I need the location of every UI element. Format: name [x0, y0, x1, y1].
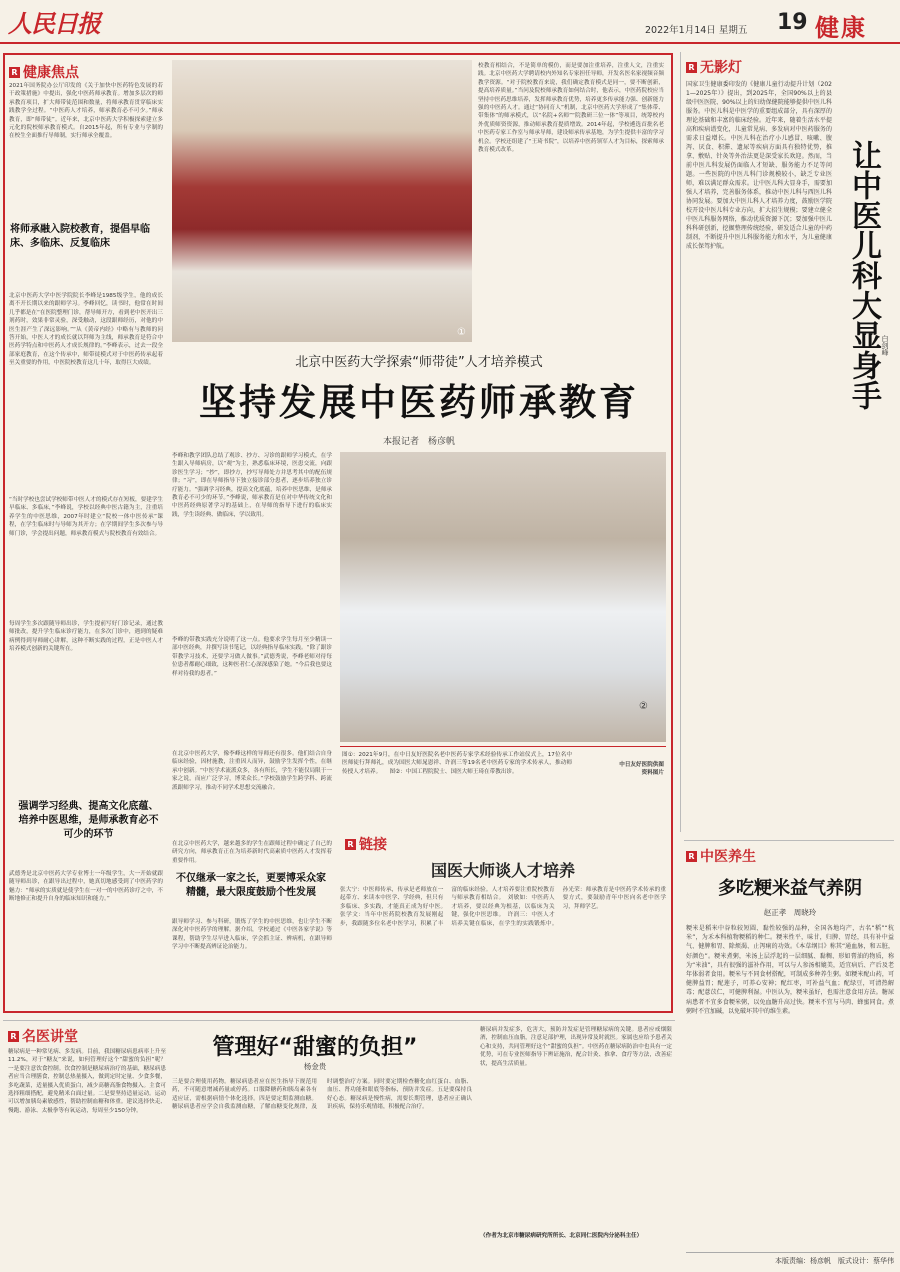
issue-date: 2022年1月14日 星期五 — [645, 25, 748, 36]
focus-mid-col-1: 李峰和教学团队总结了观诊、抄方、习诊的跟师学习模式，在学生跟入导师病房，以“观”为主，熟悉临床环境，医患交流，向跟诊医生学习；“抄”，即抄方，抄写导师处方并思考其中的配伍规律；“习”，即在导师指导下独立接诊部分患者，逐步培养独立诊疗能力。“强调学习经典，提高文化底蕴，培养中医思维，是师承教育必不可少的环节。”李峰说，师承教育是在对中华传统文化和中医药经典原著学习的基础上，在导师的指导下进行的临床实践，学生读经典、做临床，学以致用。 — [172, 453, 332, 518]
section-marker-icon: R — [9, 67, 20, 78]
focus-subhead-1: 将师承融入院校教育，提倡早临床、多临床、反复临床 — [10, 224, 150, 249]
movie-title: 让中医儿科大显身手 — [846, 140, 881, 410]
lecture-body-2: 三是要合理使用药物。糖尿病患者应在医生指导下规范用药，不可随意增减药量或停药。口服降糖药和胰岛素各有适应证，需根据病情个体化选择。四是要定期监测血糖。糖尿病患者应学会自我监测血糖，了解血糖变化规律，及时调整治疗方案。同时要定期检查糖化血红蛋白、血脂、血压、肾功能和眼底等指标，预防并发症。五是要保持良好心态。糖尿病是慢性病，需要长期管理，患者应正确认识疾病，保持乐观情绪，积极配合治疗。 — [172, 1079, 472, 1111]
photo-clinic — [340, 452, 666, 742]
focus-body-a: 2021年国务院办公厅印发的《关于加快中医药特色发展的若干政策措施》中提出，强化中医药师承教育。增加多层次的师承教育项目，扩大师带徒范围和数量，将师承教育贯穿临床实践教学全过程。“中医药人才培养，师承教育必不可少。”师承教育，即“师带徒”。近年来，北京中医药大学积极探索建立多元化的院校师承教育模式。自2015年起，所有专业与学制的在校生全面推行导师制，实行师承全覆盖。 — [9, 83, 163, 140]
focus-mid-col-2: 李峰的带教实践充分说明了这一点。他要求学生每月至少精读一部中医经典，并撰写读书笔记，以经典指导临床实践。“除了跟诊带教学习技术，还要学习做人做事。”武德秀说，李峰老师对待每位患者都耐心细致，这种医者仁心深深感染了她。“今后我也要这样对待我的患者。” — [172, 637, 332, 677]
focus-body-b: 北京中医药大学中医学院院长李峰是1985级学生，他的成长离不开长期以来的跟师学习。李峰回忆，读书时，他常在时间几乎都是在“在医院整理门诊，帮导师开方，看到老中医开出三剂药时，效果非常灵验，深受触动，这段跟师经历，对他的中医生涯产生了深远影响。”“从《黄帝内经》中略有与教师的问答开始，中医人才的成长就以拜师为主线，师承教育是符合中医药学特点和中医药人才成长规律的。”李峰表示，过去一段全部家庭教育，在这个传承中，师带徒模式对于中医药传承起着至关重要的作用，中医院校教育这几十年，取得巨大成绩。 — [9, 293, 163, 367]
masthead — [0, 0, 900, 44]
focus-subhead-2: 强调学习经典、提高文化底蕴、培养中医思维，是师承教育必不可少的环节 — [18, 801, 159, 840]
health-title: 多吃粳米益气养阴 — [718, 878, 862, 899]
focus-kicker: 北京中医药大学探索“师带徒”人才培养模式 — [295, 355, 543, 370]
focus-mid-col-3: 在北京中医药大学，像李峰这样的导师还有很多。他们结合自身临床经验，因材施教，注重因人而异，鼓励学生发挥个性，在继承中创新。“中医学术流派众多，各有所长，学生不能仅局限于一家之说，而应广泛学习，博采众长。”学校鼓励学生跨学科、跨流派跟师学习，推动不同学术思想交流融合。 — [172, 751, 332, 791]
health-body: 粳米是稻米中谷粒较短圆、黏性较强的品种，全国各地均产，古名“稻”“秔米”，为禾本科植物粳稻的种仁。粳米性平，味甘，归脾、胃经，具有补中益气、健脾和胃、除烦渴、止泻痢的功效。《本草纲目》称其“通血脉，和五脏，好颜色”。粳米煮粥，米汤上层浮起的一层细腻、黏稠、形如膏油的物质，称为“米油”，具有很强的滋补作用，可以与人参汤相媲美，适宜病后、产后及老年体弱者食用。粳米与不同食材搭配，可制成多种养生粥。如粳米配山药，可健脾益胃；配莲子，可养心安神；配红枣，可补益气血；配绿豆，可清热解毒；配薏苡仁，可健脾利湿。中医认为，粳米虽好，也需注意食用方法。糖尿病患者不宜多食粳米粥，以免血糖升高过快。粳米不宜与马肉、蜂蜜同食。煮粥时不宜加碱，以免破坏其中的维生素。 — [686, 925, 894, 1015]
focus-body-c: “当时学校也尝试学校师带中医人才的模式存在短板，要建学生早临床、多临床，”李峰说，学校以经典中医古籍为主，注重培养学生的中医思维，2007年时建立“院校一体中医传承”课程，在学生临床时与导师为其开方；在学期间学生多次参与导师门诊，学会提出问题，师承教育模式与院校教育有效结合。 — [9, 497, 163, 537]
movie-author: 白剑峰 — [881, 335, 889, 356]
focus-body-f: 跟导师学习、参与科研，锻炼了学生的中医思维，也让学生不断深化对中医药学的理解。据介绍，学校通过《中医各家学说》等课程，帮助学生尽早进入临床，学会抓主证、辨病机，在跟导师学习中不断提高辨证论治能力。 — [172, 919, 332, 951]
focus-subhead-3: 不仅继承一家之长，更要博采众家精髓，最大限度鼓励个性发展 — [176, 873, 326, 898]
focus-body-e: 武德秀是北京中医药大学专业博士一年级学生，大一开始就跟随导师出诊，在跟导出过程中，她真切地感受到了中医药学的魅力：“师承的实质就是使学生在一对一的中医药诊疗之中，不断地修正和提升自身的临床知识和能力。” — [9, 871, 163, 903]
focus-headline: 坚持发展中医药师承教育 — [199, 381, 639, 424]
link-marker-icon: R — [345, 839, 356, 850]
movie-body: 国家卫生健康委印发的《健康儿童行动提升计划（2021—2025年）》提出，到2025年，全国90%以上的县级中医医院、90%以上的妇幼保健院能够提供中医儿科服务。中医儿科是中医学的重要组成部分，具有深厚的理论基础和丰富的临床经验。近年来，随着生活水平提高和疾病谱变化，儿童常见病、多发病对中医药服务的需求日益增长。中医儿科在治疗小儿感冒、咳嗽、腹泻、厌食、积滞、遗尿等疾病方面具有独特优势，推拿、敷贴、针灸等外治法更是深受家长欢迎。然而，当前中医儿科发展仍面临人才短缺、服务能力不足等问题。一些医院的中医儿科门诊规模较小，缺乏专业医师，难以满足群众需求。让中医儿科大显身手，需要加强人才培养，完善服务体系，推动中医儿科与西医儿科协同发展。要加大中医儿科人才培养力度，鼓励医学院校开设中医儿科专业方向，扩大招生规模；要建立健全中医儿科服务网络，推动优质资源下沉；要加强中医儿科科研创新，挖掘整理传统经验，研发适合儿童的中药制剂，不断提升中医儿科服务能力和水平，为儿童健康成长保驾护航。 — [686, 81, 832, 250]
page-number: 19 — [777, 10, 808, 35]
link-dialog: 张大宁：中医师传承，传承是老师放在一起带方、来读本中医学、学经典，但只有多临床、多实践，才能真正成为好中医。 张学文：当年中医药院校教育发展刚起步，我跟随多位名老中医学习，积累了丰富的临床经验。人才培养要注重院校教育与师承教育相结合。 刘敏如：中医药人才培养，要以经典为根基，以临床为关键，强化中医思维。 许润三：中医人才培养关键在临床，在学生的实践锻炼中。 孙光荣：师承教育是中医药学术传承的重要方式，要鼓励青年中医向名老中医学习，拜师学艺。 — [340, 887, 666, 927]
lecture-label: R 名医讲堂 — [8, 1026, 78, 1046]
health-marker-icon: R — [686, 851, 697, 862]
health-byline: 赵正孝 周晓玲 — [763, 908, 817, 917]
photo-ceremony — [172, 60, 472, 342]
link-label: R 链接 — [345, 834, 387, 854]
lecture-byline: 杨金贵 — [303, 1062, 327, 1071]
newspaper-logo: 人民日报 — [8, 9, 100, 38]
health-label: R 中医养生 — [686, 846, 756, 866]
lecture-marker-icon: R — [8, 1031, 19, 1042]
focus-label: R 健康焦点 — [9, 62, 79, 82]
focus-byline: 本报记者 杨彦帆 — [382, 437, 455, 447]
caption-text: 图①：2021年9月，在中日友好医院名老中医药专家学术经验传承工作站仪式上，17位名中医师徒行拜师礼，成为国医大师晁恩祥、许润三等19名老中医药专家的学术传承人，推动师传授人才培养。 图②：中国工程院院士、国医大师王琦在带教出诊。 — [342, 752, 572, 775]
lecture-author-note: （作者为北京市糖尿病研究所所长、北京同仁医院内分泌科主任） — [480, 1233, 643, 1239]
focus-body-d: 每周学生多次跟随导师出诊，学生提前写好门诊记录，通过教师批改，提升学生临床诊疗能力，在多次门诊中，遇到的疑难病例得到导师耐心讲解，这种不断实践的过程，正是中医人才培养模式创新的关键所在。 — [9, 621, 163, 653]
movie-label: R 无影灯 — [686, 57, 742, 77]
focus-body-h: 在北京中医药大学，越来越多的学生在跟师过程中确定了自己的研究方向，师承教育正在为培养新时代高素质中医药人才发挥着重要作用。 — [172, 841, 332, 864]
photo-number-2: ② — [639, 701, 648, 712]
lecture-body-3: 糖尿病并发症多，危害大，预防并发症是管理糖尿病的关键。患者应戒烟限酒，控制血压血脂，注意足部护理，出现异常及时就医。家属也应给予患者关心和支持，共同管理好这个“甜蜜的负担”。中医药在糖尿病防治中也具有一定优势，可在专业医师指导下辨证施治，配合针灸、推拿、食疗等方法，改善症状，提高生活质量。 — [480, 1027, 672, 1067]
lecture-body-1: 糖尿病是一种常见病、多发病。目前，我国糖尿病患病率上升至11.2%，对于“糖友”来说，如何管理好这个“甜蜜的负担”呢？一是要注意饮食控制。饮食控制是糖尿病治疗的基础，糖尿病患者应当合理膳食，控制总热量摄入，做到定时定量、少食多餐，多吃蔬菜，适量摄入优质蛋白，减少高糖高脂食物摄入。主食可选择粗细搭配，避免精米白面过量。二是要坚持适量运动。运动可以增加胰岛素敏感性，帮助控制血糖和体重。建议选择快走、慢跑、游泳、太极拳等有氧运动，每周至少150分钟。 — [8, 1049, 166, 1114]
link-title: 国医大师谈人才培养 — [430, 861, 575, 880]
photo-number-1: ① — [457, 327, 466, 338]
photo-credit: 中日友好医院供图 资料图片 — [619, 762, 664, 777]
photo-caption — [340, 746, 666, 812]
focus-right-col: 校教育相结合，不是简单的模仿，而是要加注重培养，注重人文，注重实践。北京中医药大学聘请校内外知名专家担任导师，开发名医名家视频音频教学资源。“对于院校教育来说，我们确定教育模式是同一，要不断创新，提高培养质量。”当问及院校师承教育如何结合时，他表示，中医药院校应当坚持中医药思维培养，发挥师承教育优势，培养更多传承能力强、创新能力强的中医药人才。通过“协同育人”机制，北京中医药大学形成了“集体带、带集体”的师承模式，以“名院+名师”“院教研三位一体”等项目，统筹校内外优质师资资源，推动师承教育提质增效。2014年起，学校遴选首批名老中医药专家工作室与师承导师，建设师承传承基地，为学生提供丰富的学习机会。学校还组建了“王琦书院”，以培养中医药领军人才为目标，探索师承教育模式改革。 — [478, 63, 664, 154]
section-name: 健康 — [815, 14, 867, 42]
movie-marker-icon: R — [686, 62, 697, 73]
editor-line: 本版责编：杨彦帆 版式设计：蔡华伟 — [686, 1252, 894, 1266]
lecture-title: 管理好“甜蜜的负担” — [212, 1035, 418, 1060]
